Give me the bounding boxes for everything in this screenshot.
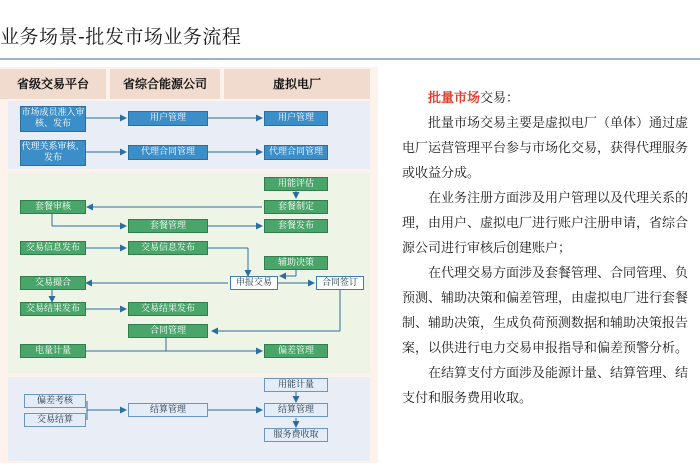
node-package-management: 套餐管理	[128, 219, 208, 233]
node-auxiliary-decision: 辅助决策	[264, 256, 328, 270]
text-heading-rest: 交易：	[480, 91, 520, 106]
text-line: 在代理交易方面涉及套餐管理、合同管理、负	[428, 266, 689, 281]
node-declare-trade: 申报交易	[230, 276, 278, 290]
lane-header-virtual-power-plant: 虚拟电厂	[224, 69, 370, 99]
text-line: 支付和服务费用收取。	[402, 391, 533, 406]
node-service-fee-collection: 服务费收取	[264, 428, 328, 442]
text-line: 或收益分成。	[402, 166, 481, 181]
node-trade-matching: 交易撮合	[20, 276, 86, 290]
text-heading-highlight: 批量市场	[428, 91, 481, 106]
node-trade-settlement: 交易结算	[24, 413, 86, 427]
node-deviation-management: 偏差管理	[264, 344, 328, 358]
text-line: 源公司进行审核后创建账户；	[402, 241, 572, 256]
text-line: 批量市场交易主要是虚拟电厂（单体）通过虚	[428, 116, 689, 131]
node-market-member-review: 市场成员准入审核、发布	[20, 106, 86, 132]
node-energy-metering: 用能计量	[264, 378, 328, 392]
node-deviation-assessment: 偏差考核	[24, 394, 86, 408]
node-trade-result-publish-company: 交易结果发布	[128, 302, 208, 316]
node-settlement-management-company: 结算管理	[128, 403, 208, 417]
text-line: 在结算支付方面涉及能源计量、结算管理、结	[428, 366, 689, 381]
text-line: 电厂运营管理平台参与市场化交易，获得代理服务	[402, 141, 689, 156]
text-line: 制、辅助决策，生成负荷预测数据和辅助决策报告	[402, 316, 689, 331]
node-contract-management: 合同管理	[128, 324, 208, 338]
node-agency-contract-company: 代理合同管理	[128, 145, 208, 160]
node-agency-contract-vpp: 代理合同管理	[264, 145, 328, 160]
text-line: 理，由用户、虚拟电厂进行账户注册申请，省综合	[402, 216, 689, 231]
lane-header-provincial-platform: 省级交易平台	[0, 69, 106, 99]
node-user-management-vpp: 用户管理	[264, 111, 328, 126]
lane-header-energy-company: 省综合能源公司	[110, 69, 220, 99]
node-package-publish: 套餐发布	[264, 219, 328, 233]
text-line: 在业务注册方面涉及用户管理以及代理关系的	[428, 191, 689, 206]
node-trade-info-publish-platform: 交易信息发布	[20, 241, 86, 255]
node-trade-result-publish-platform: 交易结果发布	[20, 302, 86, 316]
node-electricity-metering: 电量计量	[20, 344, 86, 358]
description-panel	[402, 86, 700, 411]
node-package-formulation: 套餐制定	[264, 200, 328, 214]
node-contract-signing: 合同签订	[316, 276, 364, 290]
node-package-review: 套餐审核	[20, 200, 86, 214]
text-line: 预测、辅助决策和偏差管理，由虚拟电厂进行套餐	[402, 291, 689, 306]
text-line: 案，以供进行电力交易申报指导和偏差预警分析。	[402, 341, 689, 356]
node-user-management-company: 用户管理	[128, 111, 208, 126]
node-trade-info-publish-company: 交易信息发布	[128, 241, 208, 255]
page-title: 业务场景-批发市场业务流程	[0, 26, 242, 48]
node-settlement-management-vpp: 结算管理	[264, 403, 328, 417]
node-agency-relationship-review: 代理关系审核、发布	[20, 140, 86, 166]
node-energy-assessment: 用能评估	[264, 177, 328, 191]
